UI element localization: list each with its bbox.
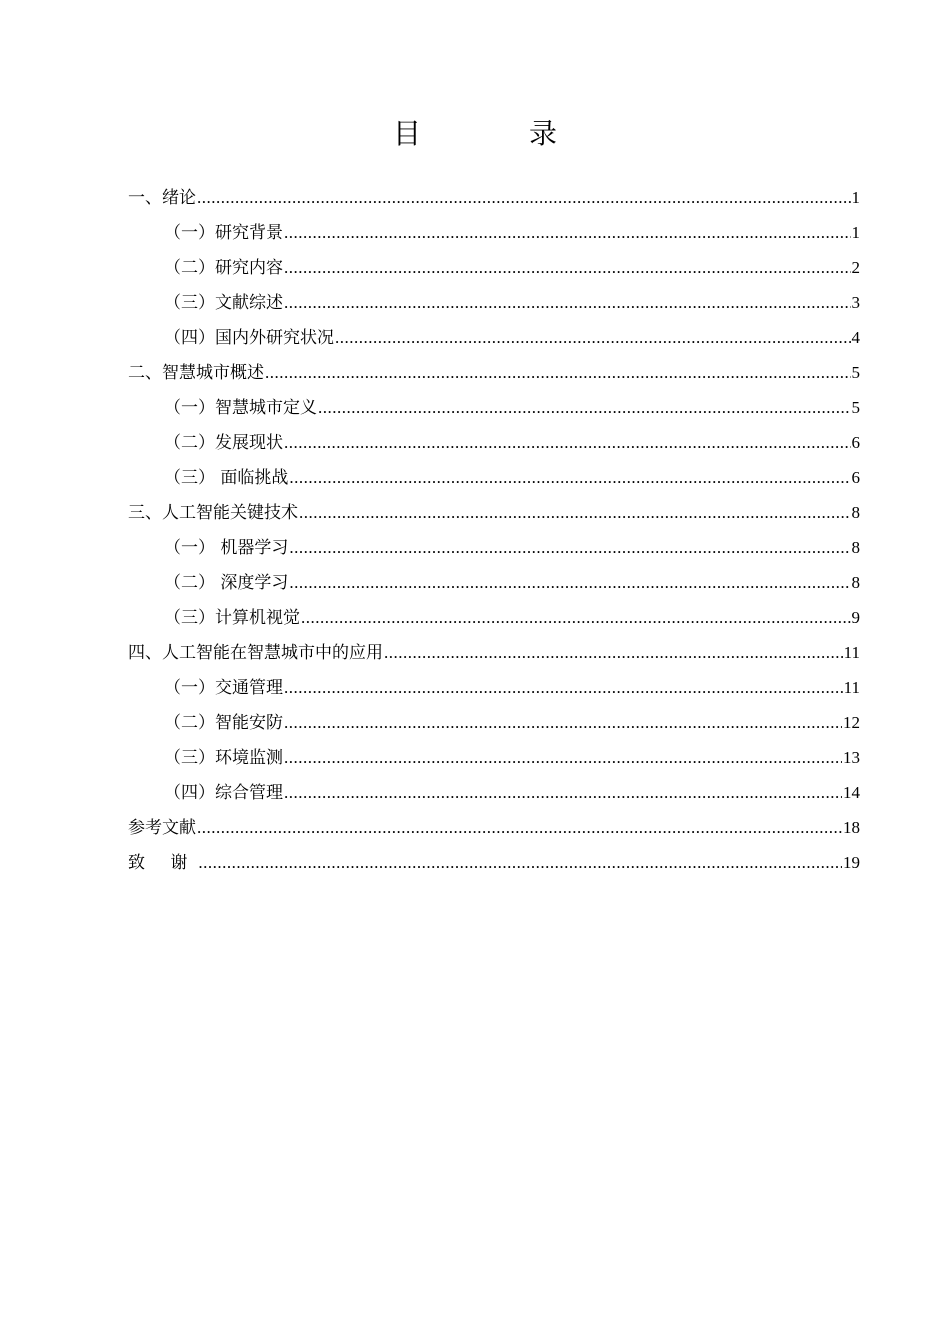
toc-entry-label: （四）综合管理 xyxy=(164,783,283,803)
toc-entry[interactable] xyxy=(128,495,860,530)
toc-entry-label: （二）智能安防 xyxy=(164,713,283,733)
toc-entry-label: （三）环境监测 xyxy=(164,748,283,768)
toc-entry[interactable] xyxy=(128,740,860,775)
toc-entry[interactable] xyxy=(128,565,860,600)
toc-entry-label: 一、绪论 xyxy=(128,188,196,208)
toc-leader-dots xyxy=(284,705,842,740)
toc-page-number: 14 xyxy=(843,783,860,802)
toc-page-number: 6 xyxy=(851,433,860,452)
toc-entry[interactable] xyxy=(128,215,860,250)
toc-leader-dots xyxy=(301,600,851,635)
toc-leader-dots xyxy=(289,565,850,600)
toc-entry[interactable] xyxy=(128,530,860,565)
toc-page-number: 13 xyxy=(843,748,860,767)
toc-entry-label: （一）交通管理 xyxy=(164,678,283,698)
toc-page-number: 8 xyxy=(851,503,860,522)
toc-page-number: 12 xyxy=(843,713,860,732)
toc-leader-dots xyxy=(284,215,851,250)
toc-page-number: 9 xyxy=(851,608,860,627)
toc-entry[interactable] xyxy=(128,775,860,810)
toc-page-number: 8 xyxy=(851,538,860,557)
toc-leader-dots xyxy=(284,740,842,775)
toc-leader-dots xyxy=(284,285,851,320)
toc-entry[interactable] xyxy=(128,705,860,740)
toc-entry-label: （四）国内外研究状况 xyxy=(164,328,334,348)
toc-entry[interactable] xyxy=(128,600,860,635)
toc-page-number: 19 xyxy=(843,853,860,872)
toc-entry[interactable] xyxy=(128,390,860,425)
toc-entry-label: （二） 深度学习 xyxy=(164,573,289,593)
toc-page-number: 2 xyxy=(851,258,860,277)
toc-leader-dots xyxy=(289,530,850,565)
toc-entry-label: （一）智慧城市定义 xyxy=(164,398,317,418)
toc-entry-label: 二、智慧城市概述 xyxy=(128,363,264,383)
toc-title: 目 录 xyxy=(392,117,597,150)
toc-page-number: 11 xyxy=(843,643,860,662)
toc-page-number: 5 xyxy=(851,398,860,417)
toc-entry[interactable] xyxy=(128,320,860,355)
toc-page-number: 6 xyxy=(851,468,860,487)
toc-entry[interactable] xyxy=(128,250,860,285)
toc-page-number: 5 xyxy=(851,363,860,382)
toc-leader-dots xyxy=(384,635,843,670)
toc-page-number: 1 xyxy=(851,223,860,242)
toc-entry-label: （三） 面临挑战 xyxy=(164,468,289,488)
toc-entry-label: （三）文献综述 xyxy=(164,293,283,313)
toc-entry[interactable] xyxy=(128,845,860,880)
toc-entry[interactable] xyxy=(128,635,860,670)
toc-entry-label: 参考文献 xyxy=(128,818,196,838)
toc-entry[interactable] xyxy=(128,355,860,390)
toc-leader-dots xyxy=(284,250,851,285)
toc-page-number: 4 xyxy=(851,328,860,347)
toc-leader-dots xyxy=(299,495,851,530)
toc-page-number: 1 xyxy=(851,188,860,207)
toc-page-number: 3 xyxy=(851,293,860,312)
toc-entry-label: 三、人工智能关键技术 xyxy=(128,503,298,523)
toc-entry-label: 四、人工智能在智慧城市中的应用 xyxy=(128,643,383,663)
toc-entry[interactable] xyxy=(128,285,860,320)
table-of-contents xyxy=(128,180,860,880)
toc-entry[interactable] xyxy=(128,425,860,460)
toc-leader-dots xyxy=(197,810,842,845)
toc-leader-dots xyxy=(335,320,851,355)
toc-leader-dots xyxy=(198,845,842,880)
toc-entry-label: （二）发展现状 xyxy=(164,433,283,453)
toc-leader-dots xyxy=(289,460,850,495)
toc-entry[interactable] xyxy=(128,810,860,845)
toc-leader-dots xyxy=(284,670,843,705)
toc-page-number: 18 xyxy=(843,818,860,837)
toc-leader-dots xyxy=(318,390,851,425)
toc-entry-label: （一）研究背景 xyxy=(164,223,283,243)
toc-entry[interactable] xyxy=(128,670,860,705)
toc-leader-dots xyxy=(197,180,851,215)
toc-entry[interactable] xyxy=(128,460,860,495)
toc-leader-dots xyxy=(284,775,842,810)
toc-entry-label: （二）研究内容 xyxy=(164,258,283,278)
toc-entry-label: （一） 机器学习 xyxy=(164,538,289,558)
toc-page-number: 8 xyxy=(851,573,860,592)
toc-leader-dots xyxy=(284,425,851,460)
toc-page-number: 11 xyxy=(843,678,860,697)
toc-entry-label: 致 谢 xyxy=(128,853,198,873)
toc-entry-label: （三）计算机视觉 xyxy=(164,608,300,628)
toc-leader-dots xyxy=(265,355,851,390)
toc-entry[interactable] xyxy=(128,180,860,215)
